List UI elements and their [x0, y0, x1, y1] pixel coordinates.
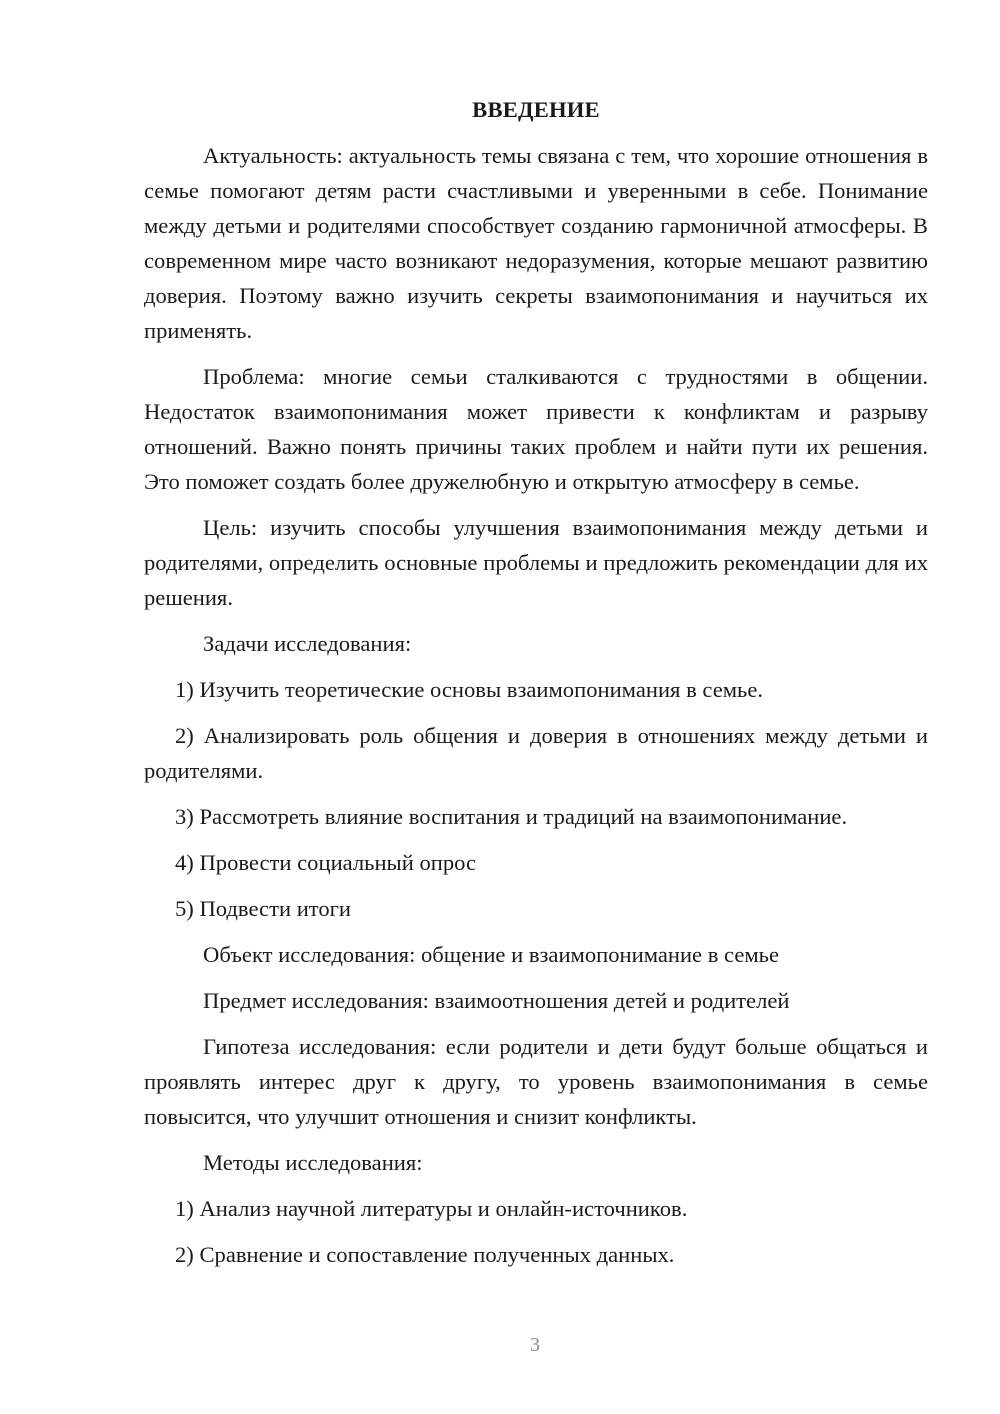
document-page — [144, 92, 928, 1283]
page-number: 3 — [530, 1334, 540, 1356]
task-item: 5) Подвести итоги — [175, 896, 352, 921]
research-subject: Предмет исследования: взаимоотношения детей и родителей — [203, 988, 790, 1013]
task-item: 4) Провести социальный опрос — [175, 850, 477, 875]
tasks-heading: Задачи исследования: — [203, 631, 412, 656]
method-item: 1) Анализ научной литературы и онлайн-источников. — [175, 1196, 688, 1221]
method-item: 2) Сравнение и сопоставление полученных данных. — [175, 1242, 675, 1267]
goal-paragraph: Цель: изучить способы улучшения взаимопонимания между детьми и родителями, определить основные проблемы и предложить рекомендации для их решения. — [144, 515, 928, 610]
research-object: Объект исследования: общение и взаимопонимание в семье — [203, 942, 780, 967]
hypothesis-paragraph: Гипотеза исследования: если родители и дети будут больше общаться и проявлять интерес друг к другу, то уровень взаимопонимания в семье повысится, что улучшит отношения и снизит конфликты. — [144, 1034, 928, 1129]
task-item: 2) Анализировать роль общения и доверия в отношениях между детьми и родителями. — [144, 723, 928, 783]
task-item: 3) Рассмотреть влияние воспитания и традиций на взаимопонимание. — [175, 804, 848, 829]
task-item: 1) Изучить теоретические основы взаимопонимания в семье. — [175, 677, 764, 702]
methods-heading: Методы исследования: — [203, 1150, 423, 1175]
relevance-paragraph: Актуальность: актуальность темы связана с тем, что хорошие отношения в семье помогают детям расти счастливыми и уверенными в себе. Понимание между детьми и родителями способствует созданию гармоничной атмосферы. В современном мире часто возникают недоразумения, которые мешают развитию доверия. Поэтому важно изучить секреты взаимопонимания и научиться их применять. — [144, 143, 928, 343]
problem-paragraph: Проблема: многие семьи сталкиваются с трудностями в общении. Недостаток взаимопонимания может привести к конфликтам и разрыву отношений. Важно понять причины таких проблем и найти пути их решения. Это поможет создать более дружелюбную и открытую атмосферу в семье. — [144, 364, 928, 494]
section-title: ВВЕДЕНИЕ — [472, 97, 600, 122]
